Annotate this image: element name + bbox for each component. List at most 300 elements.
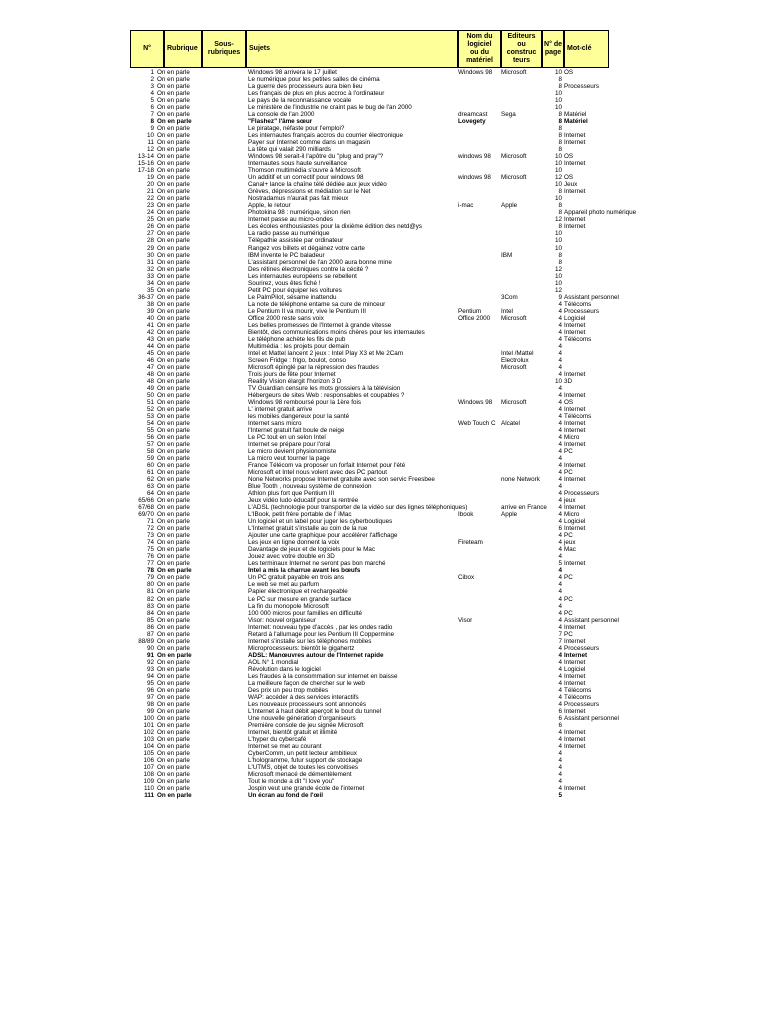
row-rubrique: On en parle — [157, 707, 190, 715]
table-row — [130, 708, 609, 715]
row-number: 21 — [146, 188, 154, 196]
row-sujet: Le piratage, néfaste pour l'emploi? — [248, 125, 345, 133]
table-row — [130, 223, 609, 230]
row-page: 4 — [558, 469, 562, 477]
row-number: 43 — [146, 335, 154, 343]
row-page: 4 — [558, 771, 562, 778]
row-number: 76 — [146, 553, 154, 561]
table-row — [130, 343, 609, 350]
row-number: 47 — [146, 363, 154, 371]
row-number: 71 — [146, 518, 154, 526]
row-page: 4 — [558, 763, 562, 771]
row-number: 10 — [146, 132, 154, 140]
table-row — [130, 567, 609, 574]
row-motcle: Jeux — [564, 181, 578, 189]
row-number: 81 — [146, 588, 154, 596]
table-row — [130, 525, 609, 532]
row-logiciel: Office 2000 — [458, 314, 491, 322]
table-row — [130, 792, 609, 799]
row-editeur: Microsoft — [501, 69, 527, 76]
table-row — [130, 266, 609, 273]
row-rubrique: On en parle — [157, 83, 190, 91]
row-number: 36-37 — [137, 293, 154, 301]
row-sujet: La tête qui valait 290 milliards — [248, 146, 331, 154]
row-page: 8 — [558, 202, 562, 210]
row-page: 4 — [558, 490, 562, 498]
table-row — [130, 553, 609, 560]
row-sujet: Apple, le retour — [248, 202, 291, 210]
row-rubrique: On en parle — [157, 104, 190, 112]
row-logiciel: Lovegety — [458, 118, 486, 126]
row-sujet: CyberComm, un petit lecteur ambitieux — [248, 749, 357, 757]
row-page: 8 — [558, 83, 562, 91]
row-number: 91 — [146, 651, 154, 659]
table-row — [130, 273, 609, 280]
row-number: 63 — [146, 483, 154, 491]
row-motcle: Logiciel — [564, 518, 586, 526]
row-sujet: Des prix un peu trop mobiles — [248, 686, 329, 694]
row-number: 58 — [146, 448, 154, 456]
row-motcle: Internet — [564, 560, 586, 568]
row-motcle: Logiciel — [564, 314, 586, 322]
row-rubrique: On en parle — [157, 785, 190, 793]
row-rubrique: On en parle — [157, 111, 190, 119]
row-sujet: La micro veut tourner la page — [248, 455, 330, 463]
row-sujet: Jouez avec votre double en 3D — [248, 553, 335, 561]
table-row — [130, 476, 609, 483]
row-sujet: Le téléphone achète les fils de pub — [248, 335, 346, 343]
row-sujet: Office 2000 reste sans voix — [248, 314, 324, 322]
row-sujet: La meilleure façon de chercher sur le web — [248, 679, 365, 687]
row-number: 85 — [146, 616, 154, 624]
table-row — [130, 160, 609, 167]
row-sujet: L'hyper du cybercafé — [248, 735, 307, 743]
row-motcle: jeux — [564, 497, 576, 505]
row-motcle: Internet — [564, 139, 586, 147]
table-row — [130, 118, 609, 125]
row-page: 12 — [554, 216, 562, 224]
row-sujet: Le web se met au parfum — [248, 581, 320, 589]
row-rubrique: On en parle — [157, 567, 192, 575]
row-logiciel: Ibook — [458, 511, 474, 519]
row-page: 4 — [558, 532, 562, 540]
row-sujet: Athlon plus fort que Pentium III — [248, 490, 335, 498]
row-number: 28 — [146, 237, 154, 245]
row-sujet: Microsoft épinglé par la répression des fraudes — [248, 363, 379, 371]
row-number: 19 — [146, 174, 154, 182]
row-rubrique: On en parle — [157, 518, 190, 526]
row-number: 103 — [143, 735, 154, 743]
row-sujet: Thomson multimédia s'ouvre à Microsoft — [248, 167, 361, 175]
row-rubrique: On en parle — [157, 307, 190, 315]
row-rubrique: On en parle — [157, 216, 190, 224]
row-page: 4 — [558, 518, 562, 526]
row-rubrique: On en parle — [157, 448, 190, 456]
row-number: 15-16 — [137, 160, 154, 168]
row-sujet: Internautes sous haute surveillance — [248, 160, 348, 168]
table-row — [130, 750, 609, 757]
row-motcle: Internet — [564, 216, 586, 224]
row-sujet: Le micro devient physionomiste — [248, 448, 337, 456]
table-row — [130, 188, 609, 195]
row-sujet: Sourirez, vous êtes fiché ! — [248, 279, 321, 287]
row-sujet: Internet s'installe sur les téléphones mobiles — [248, 637, 372, 645]
row-number: 35 — [146, 286, 154, 294]
row-rubrique: On en parle — [157, 771, 190, 778]
row-sujet: "Flashez" l'âme sœur — [248, 118, 313, 126]
row-editeur: Microsoft — [501, 314, 527, 322]
row-rubrique: On en parle — [157, 349, 190, 357]
row-number: 90 — [146, 644, 154, 652]
row-page: 4 — [558, 778, 562, 786]
row-page: 10 — [554, 153, 562, 161]
row-rubrique: On en parle — [157, 756, 190, 764]
row-sujet: Reality Vision élargit l'horizon 3 D — [248, 377, 342, 385]
row-sujet: Première console de jeu signée Microsoft — [248, 721, 364, 729]
row-rubrique: On en parle — [157, 335, 190, 343]
row-page: 4 — [558, 672, 562, 680]
row-editeur: Microsoft — [501, 174, 527, 182]
row-number: 39 — [146, 307, 154, 315]
row-number: 49 — [146, 384, 154, 392]
row-sujet: Télépathie assistée par ordinateur — [248, 237, 344, 245]
row-sujet: Le PC tout en un selon Intel — [248, 434, 326, 442]
row-motcle: Micro — [564, 511, 580, 519]
row-number: 82 — [146, 595, 154, 603]
row-sujet: Les nouveaux processeurs sont annoncés — [248, 700, 366, 708]
row-sujet: Screen Fridge : frigo, boulot, conso — [248, 356, 347, 364]
row-sujet: Internet sans micro — [248, 420, 302, 427]
row-page: 4 — [558, 335, 562, 343]
row-page: 4 — [558, 651, 562, 659]
row-page: 7 — [558, 630, 562, 638]
row-sujet: Le PalmPilot, sésame inattendu — [248, 293, 337, 301]
table-row — [130, 624, 609, 631]
row-sujet: Papier électronique et rechargeable — [248, 588, 348, 596]
row-page: 12 — [554, 265, 562, 273]
row-rubrique: On en parle — [157, 539, 190, 547]
row-number: 25 — [146, 216, 154, 224]
row-rubrique: On en parle — [157, 700, 190, 708]
table-row — [130, 441, 609, 448]
row-page: 8 — [558, 209, 562, 217]
row-number: 6 — [150, 104, 154, 112]
row-number: 11 — [147, 139, 154, 147]
row-sujet: Un PC gratuit payable en trois ans — [248, 574, 344, 582]
row-page: 4 — [558, 539, 562, 547]
header-editeurs: Editeurs ou construc teurs — [501, 30, 542, 68]
table-row — [130, 167, 609, 174]
row-rubrique: On en parle — [157, 76, 190, 84]
row-sujet: Une nouvelle génération d'organiseurs — [248, 714, 356, 722]
row-number: 74 — [146, 539, 154, 547]
row-number: 26 — [146, 223, 154, 231]
row-motcle: Internet — [564, 160, 586, 168]
table-row — [130, 511, 609, 518]
row-page: 4 — [558, 679, 562, 687]
table-row — [130, 532, 609, 539]
table-row — [130, 588, 609, 595]
table-row — [130, 308, 609, 315]
row-number: 4 — [150, 90, 154, 98]
row-page: 10 — [554, 104, 562, 112]
row-motcle: Internet — [564, 321, 586, 329]
row-rubrique: On en parle — [157, 363, 190, 371]
row-page: 6 — [558, 721, 562, 729]
row-page: 4 — [558, 363, 562, 371]
row-sujet: La guerre des processeurs aura bien lieu — [248, 83, 363, 91]
row-rubrique: On en parle — [157, 792, 192, 800]
table-row — [130, 90, 609, 97]
row-sujet: Photokina 98 : numérique, sinon rien — [248, 209, 351, 217]
row-number: 105 — [143, 749, 154, 757]
row-motcle: Processeurs — [564, 83, 599, 91]
row-page: 4 — [558, 553, 562, 561]
row-page: 4 — [558, 412, 562, 420]
row-page: 4 — [558, 455, 562, 463]
row-page: 4 — [558, 595, 562, 603]
row-number: 3 — [150, 83, 154, 91]
row-motcle: OS — [564, 174, 574, 182]
row-sujet: Les belles promesses de l'Internet à grande vitesse — [248, 321, 392, 329]
row-page: 4 — [558, 342, 562, 350]
row-number: 2 — [150, 76, 154, 84]
row-rubrique: On en parle — [157, 742, 190, 750]
row-page: 4 — [558, 686, 562, 694]
table-row — [130, 139, 609, 146]
table-row — [130, 743, 609, 750]
row-sujet: Bientôt, des communications moins chères pour les internautes — [248, 328, 425, 336]
row-page: 5 — [558, 792, 562, 800]
row-page: 4 — [558, 391, 562, 399]
row-sujet: Tout le monde a dit "I love you" — [248, 778, 335, 786]
table-row — [130, 596, 609, 603]
row-rubrique: On en parle — [157, 763, 190, 771]
row-motcle: Internet — [564, 785, 586, 793]
row-number: 67/68 — [138, 504, 154, 512]
row-rubrique: On en parle — [157, 300, 190, 308]
row-page: 12 — [554, 286, 562, 294]
row-sujet: Les internautes français accros du courrier électronique — [248, 132, 404, 140]
table-row — [130, 181, 609, 188]
row-rubrique: On en parle — [157, 174, 190, 182]
table-row — [130, 406, 609, 413]
row-sujet: Nostradamus n'aurait pas fait mieux — [248, 195, 349, 203]
row-sujet: Un logiciel et un label pour juger les cyberboutiques — [248, 518, 393, 526]
table-row — [130, 216, 609, 223]
row-number: 8 — [150, 118, 154, 126]
table-row — [130, 350, 609, 357]
row-rubrique: On en parle — [157, 749, 190, 757]
row-motcle: Internet — [564, 742, 586, 750]
table-row — [130, 680, 609, 687]
row-rubrique: On en parle — [157, 609, 190, 617]
row-motcle: Internet — [564, 370, 586, 378]
row-page: 4 — [558, 349, 562, 357]
table-row — [130, 125, 609, 132]
table-row — [130, 729, 609, 736]
row-sujet: IBM invente le PC baladeur — [248, 251, 325, 259]
row-number: 102 — [143, 728, 154, 736]
row-sujet: Windows 98 remboursé pour la 1ère fois — [248, 398, 362, 406]
row-rubrique: On en parle — [157, 314, 190, 322]
row-rubrique: On en parle — [157, 230, 190, 238]
row-sujet: AOL N° 1 mondial — [248, 658, 299, 666]
row-page: 4 — [558, 644, 562, 652]
row-page: 10 — [554, 97, 562, 105]
table-row — [130, 722, 609, 729]
row-number: 62 — [146, 476, 154, 484]
row-number: 34 — [146, 279, 154, 287]
row-page: 4 — [558, 398, 562, 406]
table-row — [130, 427, 609, 434]
row-rubrique: On en parle — [157, 188, 190, 196]
row-number: 32 — [146, 265, 154, 273]
row-sujet: La radio passe au numérique — [248, 230, 330, 238]
row-rubrique: On en parle — [157, 132, 190, 140]
table-row — [130, 771, 609, 778]
row-sujet: L'hologramme, futur support de stockage — [248, 756, 363, 764]
row-rubrique: On en parle — [157, 525, 190, 533]
row-page: 10 — [554, 244, 562, 252]
row-page: 9 — [558, 293, 562, 301]
row-motcle: Télécoms — [564, 335, 592, 343]
row-editeur: Microsoft — [501, 363, 527, 371]
row-number: 45 — [146, 349, 154, 357]
row-rubrique: On en parle — [157, 553, 190, 561]
row-page: 6 — [558, 707, 562, 715]
row-sujet: Les terminaux Internet ne seront pas bon marché — [248, 560, 386, 568]
row-sujet: Multimédia : les projets pour demain — [248, 342, 350, 350]
row-motcle: Processeurs — [564, 490, 599, 498]
row-page: 4 — [558, 581, 562, 589]
row-page: 7 — [558, 637, 562, 645]
row-number: 110 — [143, 785, 154, 793]
row-number: 92 — [146, 658, 154, 666]
table-row — [130, 69, 609, 76]
row-logiciel: Windows 98 — [458, 398, 493, 406]
table-row — [130, 392, 609, 399]
row-rubrique: On en parle — [157, 504, 190, 512]
row-rubrique: On en parle — [157, 146, 190, 154]
row-rubrique: On en parle — [157, 588, 190, 596]
row-editeur: Sega — [501, 111, 516, 119]
row-sujet: Windows 98 serait-il l'apôtre du "plug and pray"? — [248, 153, 384, 161]
row-number: 27 — [146, 230, 154, 238]
row-number: 9 — [150, 125, 154, 133]
row-page: 4 — [558, 405, 562, 413]
row-editeur: Apple — [501, 511, 518, 519]
row-number: 38 — [146, 300, 154, 308]
row-number: 5 — [150, 97, 154, 105]
row-rubrique: On en parle — [157, 244, 190, 252]
row-page: 4 — [558, 658, 562, 666]
row-motcle: Mac — [564, 546, 576, 554]
row-rubrique: On en parle — [157, 483, 190, 491]
row-sujet: Ajouter une carte graphique pour accélérer l'affichage — [248, 532, 398, 540]
row-motcle: Assistant personnel — [564, 293, 619, 301]
row-sujet: L' internet gratuit arrive — [248, 405, 313, 413]
table-row — [130, 336, 609, 343]
row-number: 64 — [146, 490, 154, 498]
row-number: 30 — [146, 251, 154, 259]
row-sujet: ADSL: Manœuvres autour de l'Internet rapide — [248, 651, 384, 659]
row-number: 17-18 — [137, 167, 154, 175]
row-page: 10 — [554, 237, 562, 245]
table-row — [130, 315, 609, 322]
row-number: 108 — [143, 771, 154, 778]
row-rubrique: On en parle — [157, 342, 190, 350]
table-row — [130, 603, 609, 610]
row-page: 8 — [558, 223, 562, 231]
row-rubrique: On en parle — [157, 321, 190, 329]
row-rubrique: On en parle — [157, 728, 190, 736]
table-row — [130, 574, 609, 581]
row-rubrique: On en parle — [157, 581, 190, 589]
row-rubrique: On en parle — [157, 181, 190, 189]
table-row — [130, 371, 609, 378]
row-sujet: L'assistant personnel de l'an 2000 aura bonne mine — [248, 258, 392, 266]
row-motcle: Télécoms — [564, 686, 592, 694]
row-logiciel: windows 98 — [458, 153, 491, 161]
row-page: 4 — [558, 483, 562, 491]
row-page: 8 — [558, 111, 562, 119]
row-number: 44 — [146, 342, 154, 350]
row-number: 96 — [146, 686, 154, 694]
row-sujet: Windows 98 arrivera le 17 juillet — [248, 69, 337, 76]
row-number: 46 — [146, 356, 154, 364]
table-row — [130, 399, 609, 406]
row-motcle: Internet — [564, 441, 586, 449]
row-number: 31 — [146, 258, 154, 266]
table-row — [130, 420, 609, 427]
row-page: 4 — [558, 307, 562, 315]
row-sujet: WAP: accéder à des services interactifs — [248, 693, 359, 701]
row-page: 4 — [558, 700, 562, 708]
row-number: 109 — [143, 778, 154, 786]
row-number: 83 — [146, 602, 154, 610]
header-rubrique: Rubrique — [164, 30, 202, 68]
table-row — [130, 434, 609, 441]
table-row — [130, 645, 609, 652]
row-motcle: PC — [564, 574, 573, 582]
header-motcle: Mot-clé — [564, 30, 609, 68]
table-row — [130, 195, 609, 202]
row-editeur: Alcatel — [501, 420, 520, 427]
row-page: 6 — [558, 525, 562, 533]
header-sous-rubriques: Sous- rubriques — [202, 30, 246, 68]
table-row — [130, 237, 609, 244]
row-rubrique: On en parle — [157, 441, 190, 449]
row-rubrique: On en parle — [157, 574, 190, 582]
row-motcle: Télécoms — [564, 300, 592, 308]
row-page: 4 — [558, 588, 562, 596]
table-row — [130, 631, 609, 638]
row-page: 4 — [558, 665, 562, 673]
row-number: 42 — [146, 328, 154, 336]
table-row — [130, 132, 609, 139]
table-row — [130, 76, 609, 83]
row-sujet: Les français de plus en plus accroc à l'ordinateur — [248, 90, 385, 98]
row-rubrique: On en parle — [157, 476, 190, 484]
row-motcle: Télécoms — [564, 693, 592, 701]
row-page: 4 — [558, 476, 562, 484]
row-sujet: Canal+ lance la chaîne télé dédiée aux jeux vidéo — [248, 181, 387, 189]
row-logiciel: Web Touch C — [458, 420, 496, 427]
row-number: 57 — [146, 441, 154, 449]
row-page: 8 — [558, 146, 562, 154]
row-rubrique: On en parle — [157, 377, 190, 385]
